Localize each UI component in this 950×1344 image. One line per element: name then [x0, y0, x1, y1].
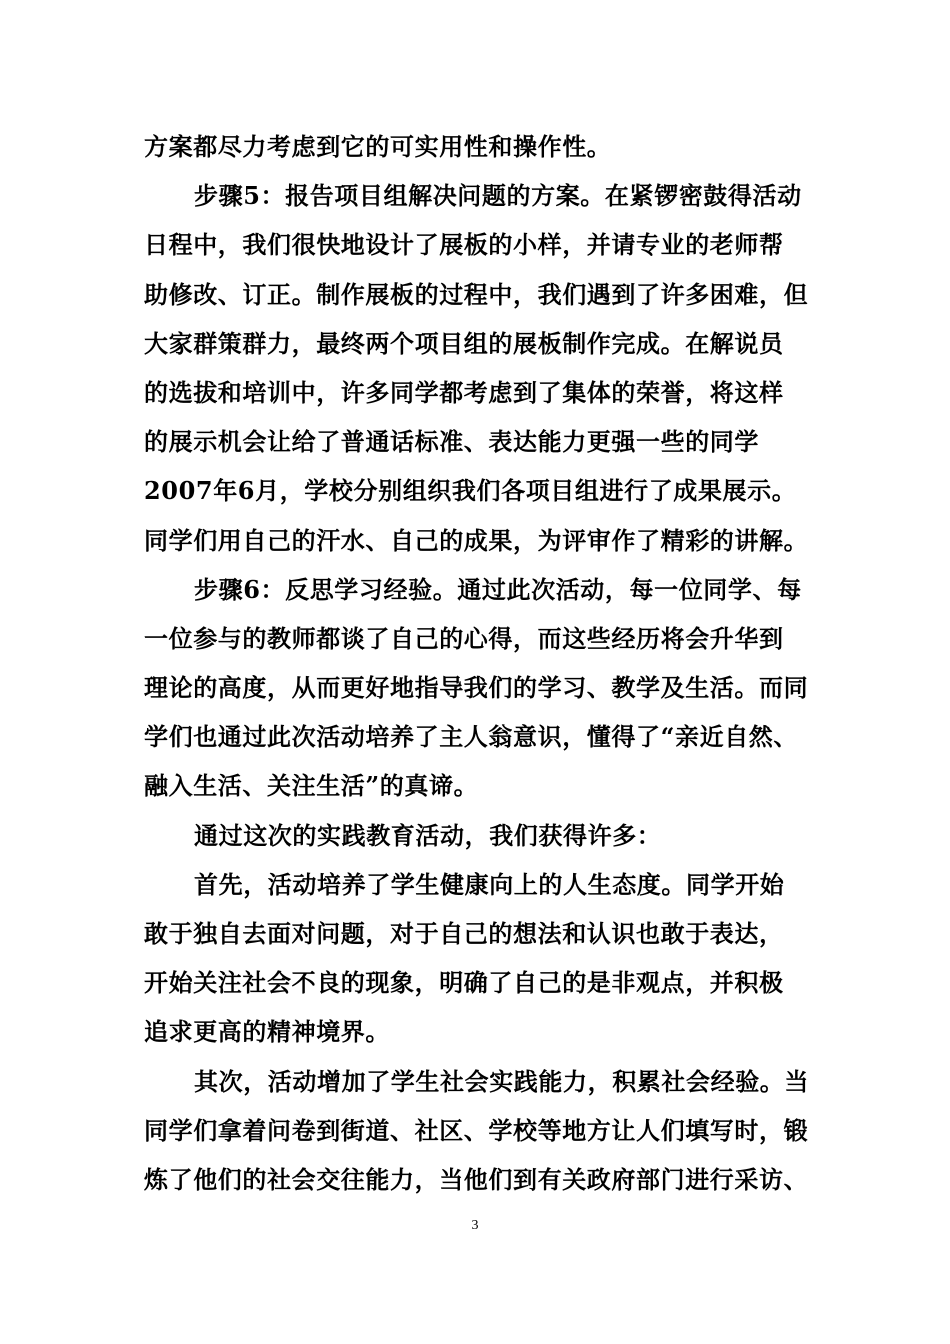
text-line: 方案都尽力考虑到它的可实用性和操作性。 [144, 132, 612, 161]
text-line: 开始关注社会不良的现象，明确了自己的是非观点，并积极 [144, 968, 784, 998]
text-line: 其次，活动增加了学生社会实践能力，积累社会经验。当 [194, 1066, 809, 1096]
text-line: 融入生活、关注生活”的真谛。 [144, 771, 479, 801]
text-line: 助修改、订正。制作展板的过程中，我们遇到了许多困难，但 [144, 279, 809, 309]
text-line: 步骤6：反思学习经验。通过此次活动，每一位同学、每 [194, 574, 802, 604]
text-line: 2007年6月，学校分别组织我们各项目组进行了成果展示。 [144, 476, 797, 506]
text-line: 大家群策群力，最终两个项目组的展板制作完成。在解说员 [144, 328, 784, 358]
text-line: 学们也通过此次活动培养了主人翁意识，懂得了“亲近自然、 [144, 722, 799, 752]
text-line: 同学们用自己的汗水、自己的成果，为评审作了精彩的讲解。 [144, 525, 809, 555]
text-line: 敢于独自去面对问题，对于自己的想法和认识也敢于表达， [144, 919, 784, 948]
text-line: 日程中，我们很快地设计了展板的小样，并请专业的老师帮 [144, 230, 784, 260]
text-line: 的选拔和培训中，许多同学都考虑到了集体的荣誉，将这样 [144, 377, 784, 407]
text-line: 首先，活动培养了学生健康向上的人生态度。同学开始 [194, 869, 785, 899]
text-line: 追求更高的精神境界。 [144, 1017, 390, 1047]
text-line: 理论的高度，从而更好地指导我们的学习、教学及生活。而同 [144, 673, 809, 703]
text-line: 的展示机会让给了普通话标准、表达能力更强一些的同学 [144, 427, 759, 457]
text-line: 一位参与的教师都谈了自己的心得，而这些经历将会升华到 [144, 623, 784, 653]
text-line: 炼了他们的社会交往能力，当他们到有关政府部门进行采访、 [144, 1164, 809, 1194]
text-line: 同学们拿着问卷到街道、社区、学校等地方让人们填写时，锻 [144, 1115, 809, 1145]
text-line: 通过这次的实践教育活动，我们获得许多： [194, 820, 662, 850]
page-number: 3 [471, 1218, 479, 1233]
document-body [144, 122, 824, 1204]
text-line: 步骤5：报告项目组解决问题的方案。在紧锣密鼓得活动 [194, 181, 802, 211]
